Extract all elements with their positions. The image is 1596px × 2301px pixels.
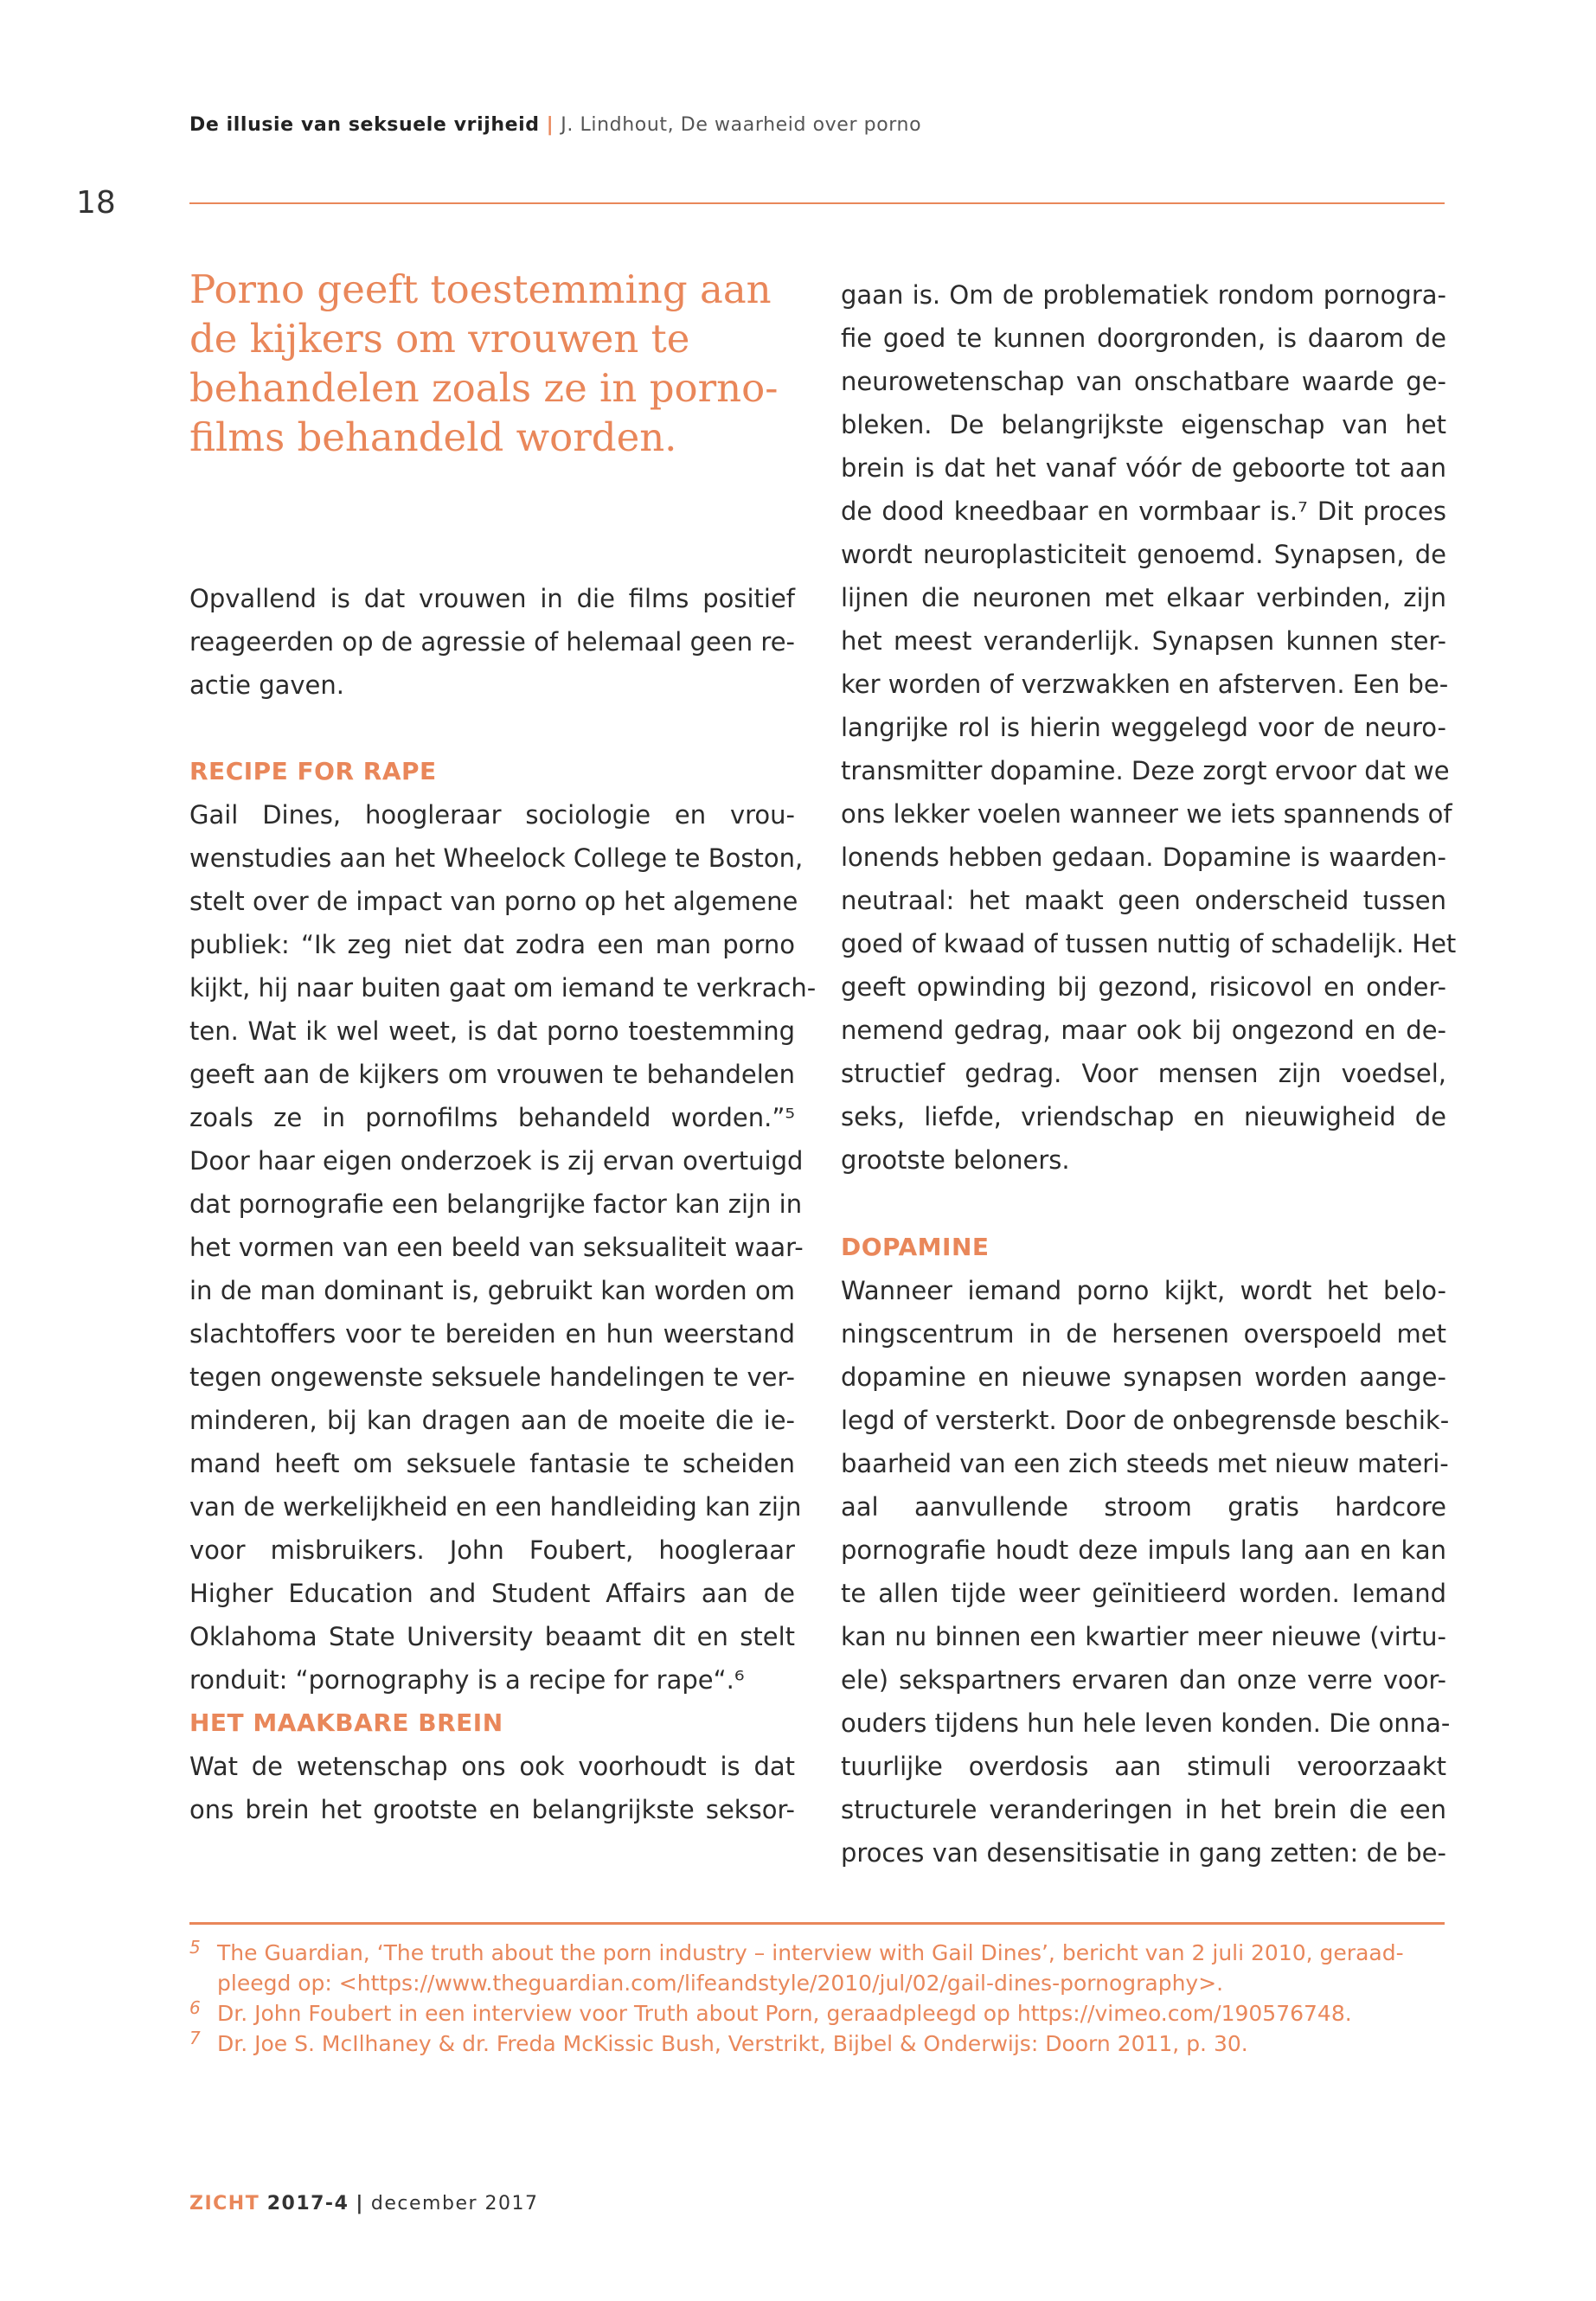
footnote-line: Dr. John Foubert in een interview voor Truth about Porn, geraadpleegd op https://vimeo.com/190576748. (217, 2001, 1352, 2026)
text-line: tuurlijke overdosis aan stimuli veroorzaakt (841, 1752, 1446, 1781)
text-line: tegen ongewenste seksuele handelingen te ver- (189, 1362, 795, 1392)
footnote-number: 5 (189, 1937, 201, 1958)
section-heading: DOPAMINE (841, 1233, 990, 1261)
text-line: pornografie houdt deze impuls lang aan en kan (841, 1535, 1446, 1565)
text-line: structurele veranderingen in het brein die een (841, 1795, 1446, 1824)
text-line: mand heeft om seksuele fantasie te scheiden (189, 1449, 795, 1478)
pull-quote: Porno geeft toestemming aan de kijkers om vrouwen te behandelen zoals ze in pornofilms behandeld worden. (189, 266, 779, 460)
section-dopamine (841, 1226, 1451, 1875)
section-recipe-for-rape (189, 750, 817, 1702)
text-line: nemend gedrag, maar ook bij ongezond en de- (841, 1016, 1446, 1045)
footnotes (189, 1938, 1445, 2059)
header-title: De illusie van seksuele vrijheid (189, 114, 540, 136)
text-line: in de man dominant is, gebruikt kan worden om (189, 1276, 795, 1305)
header-rule (189, 202, 1445, 204)
text-line: ronduit: “pornography is a recipe for rape“.⁶ (189, 1665, 745, 1695)
text-line: Door haar eigen onderzoek is zij ervan overtuigd (189, 1146, 804, 1176)
text-line: brein is dat het vanaf vóór de geboorte tot aan (841, 453, 1446, 483)
text-line: wenstudies aan het Wheelock College te Boston, (189, 843, 804, 873)
text-line: goed of kwaad of tussen nuttig of schadelijk. Het (841, 929, 1457, 958)
text-line: de dood kneedbaar en vormbaar is.⁷ Dit proces (841, 497, 1446, 526)
footnote (189, 2029, 1445, 2059)
text-line: neutraal: het maakt geen onderscheid tussen (841, 886, 1446, 915)
text-line: bleken. De belangrijkste eigenschap van het (841, 410, 1446, 439)
footnote (189, 1938, 1445, 1998)
intro-paragraph (189, 577, 795, 707)
footnote-line: Dr. Joe S. McIlhaney & dr. Freda McKissic Bush, Verstrikt, Bijbel & Onderwijs: Doorn 2011, p. 30. (217, 2031, 1248, 2056)
text-line: fie goed te kunnen doorgronden, is daarom de (841, 324, 1446, 353)
text-line: stelt over de impact van porno op het algemene (189, 887, 798, 916)
footnote (189, 1998, 1445, 2029)
footer-separator: | (356, 2193, 364, 2214)
text-line: van de werkelijkheid en een handleiding kan zijn (189, 1492, 802, 1522)
text-line: lonends hebben gedaan. Dopamine is waarden- (841, 843, 1446, 872)
section-body (841, 1269, 1451, 1875)
text-line: aal aanvullende stroom gratis hardcore (841, 1492, 1446, 1522)
section-heading: RECIPE FOR RAPE (189, 757, 437, 785)
text-line: neurowetenschap van onschatbare waarde ge- (841, 367, 1446, 396)
text-line: reageerden op de agressie of helemaal geen re- (189, 627, 795, 657)
text-line: transmitter dopamine. Deze zorgt ervoor dat we (841, 756, 1450, 785)
text-line: legd of versterkt. Door de onbegrensde beschik- (841, 1406, 1450, 1435)
header-separator: | (546, 114, 554, 136)
text-line: structief gedrag. Voor mensen zijn voedsel, (841, 1059, 1446, 1088)
text-line: minderen, bij kan dragen aan de moeite die ie- (189, 1406, 795, 1435)
text-line: ningscentrum in de hersenen overspoeld met (841, 1319, 1446, 1349)
text-line: Wanneer iemand porno kijkt, wordt het belo- (841, 1276, 1446, 1305)
header-subtitle: J. Lindhout, De waarheid over porno (561, 114, 922, 136)
footnote-number: 7 (189, 2028, 201, 2048)
footer-date: december 2017 (370, 2193, 539, 2214)
text-line: lijnen die neuronen met elkaar verbinden, zijn (841, 583, 1446, 612)
text-line: geeft opwinding bij gezond, risicovol en onder- (841, 972, 1446, 1002)
text-line: wordt neuroplasticiteit genoemd. Synapsen, de (841, 540, 1446, 569)
footnote-rule (189, 1922, 1445, 1925)
text-line: ons brein het grootste en belangrijkste seksor- (189, 1795, 795, 1824)
footer-issue: 2017-4 (266, 2193, 349, 2214)
section-heading: HET MAAKBARE BREIN (189, 1708, 503, 1737)
text-line: Opvallend is dat vrouwen in die films positief (189, 584, 795, 613)
running-header (189, 114, 921, 136)
section-het-maakbare-brein-continued (841, 273, 1457, 1182)
text-line: geeft aan de kijkers om vrouwen te behandelen (189, 1060, 795, 1089)
text-line: slachtoffers voor te bereiden en hun weerstand (189, 1319, 795, 1349)
footnote-line: pleegd op: <https://www.theguardian.com/lifeandstyle/2010/jul/02/gail-dines-pornography>. (217, 1971, 1224, 1996)
page-footer (189, 2193, 539, 2214)
text-line: dat pornografie een belangrijke factor kan zijn in (189, 1189, 803, 1219)
footnote-number: 6 (189, 1997, 201, 2018)
text-line: gaan is. Om de problematiek rondom pornogra- (841, 280, 1446, 310)
text-line: ten. Wat ik wel weet, is dat porno toestemming (189, 1016, 795, 1046)
text-line: langrijke rol is hierin weggelegd voor de neuro- (841, 713, 1446, 742)
text-line: ons lekker voelen wanneer we iets spannends of (841, 799, 1452, 829)
section-body (189, 793, 817, 1702)
text-line: kan nu binnen een kwartier meer nieuwe (virtu- (841, 1622, 1446, 1651)
page-number: 18 (76, 185, 116, 221)
text-line: ele) sekspartners ervaren dan onze verre voor- (841, 1665, 1446, 1695)
footer-brand: ZICHT (189, 2193, 260, 2214)
text-line: actie gaven. (189, 670, 344, 700)
text-line: het vormen van een beeld van seksualiteit waar- (189, 1233, 804, 1262)
text-line: publiek: “Ik zeg niet dat zodra een man porno (189, 930, 795, 959)
text-line: proces van desensitisatie in gang zetten: de be- (841, 1838, 1446, 1868)
footnote-line: The Guardian, ‘The truth about the porn industry – interview with Gail Dines’, bericht van 2 juli 2010, geraad- (217, 1940, 1404, 1965)
section-het-maakbare-brein (189, 1702, 795, 1831)
text-line: seks, liefde, vriendschap en nieuwigheid de (841, 1102, 1446, 1131)
text-line: Oklahoma State University beaamt dit en stelt (189, 1622, 795, 1651)
text-line: te allen tijde weer geïnitieerd worden. Iemand (841, 1579, 1446, 1608)
text-line: kijkt, hij naar buiten gaat om iemand te verkrach- (189, 973, 817, 1003)
text-line: ker worden of verzwakken en afsterven. Een be- (841, 670, 1449, 699)
text-line: Gail Dines, hoogleraar sociologie en vrou- (189, 800, 795, 830)
text-line: het meest veranderlijk. Synapsen kunnen ster- (841, 626, 1446, 656)
text-line: baarheid van een zich steeds met nieuw materi- (841, 1449, 1449, 1478)
text-line: Higher Education and Student Affairs aan de (189, 1579, 795, 1608)
text-line: dopamine en nieuwe synapsen worden aange- (841, 1362, 1446, 1392)
text-line: grootste beloners. (841, 1145, 1070, 1175)
text-line: ouders tijdens hun hele leven konden. Die onna- (841, 1708, 1451, 1738)
section-body (841, 273, 1457, 1182)
section-body (189, 1745, 795, 1831)
text-line: zoals ze in pornofilms behandeld worden.”⁵ (189, 1103, 795, 1132)
text-line: Wat de wetenschap ons ook voorhoudt is dat (189, 1752, 795, 1781)
text-line: voor misbruikers. John Foubert, hoogleraar (189, 1535, 795, 1565)
